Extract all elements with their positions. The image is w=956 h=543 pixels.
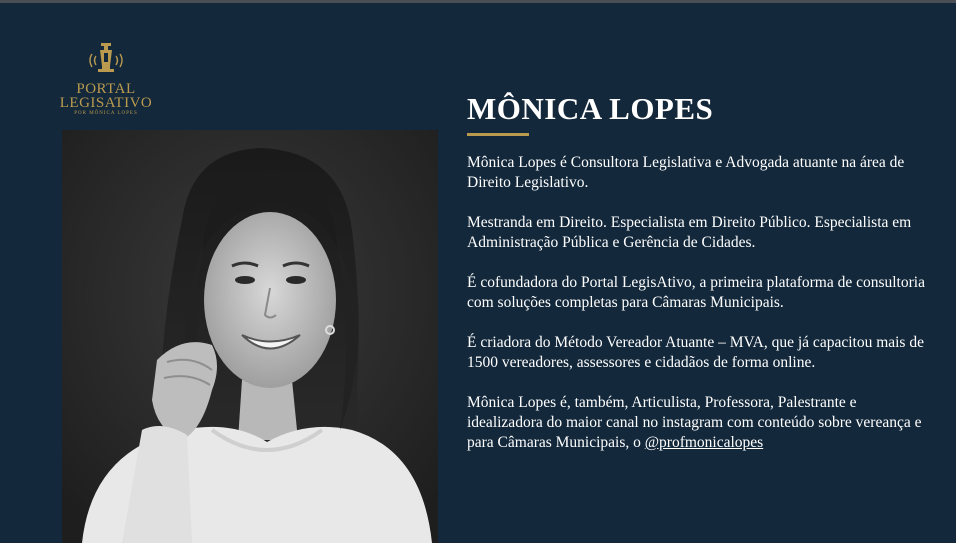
top-border — [0, 0, 956, 3]
logo-text-portal: PORTAL — [76, 81, 136, 97]
microphone-podium-icon — [84, 40, 128, 82]
profile-name: MÔNICA LOPES — [467, 91, 714, 126]
instagram-handle-link[interactable]: @profmonicalopes — [644, 434, 764, 451]
portrait-illustration — [62, 130, 438, 543]
bio-paragraph-5 — [467, 393, 927, 453]
bio-paragraph-5-text: Mônica Lopes é, também, Articulista, Professora, Palestrante e idealizadora do maior canal no instagram com conteúdo sobre vereança e para Câmaras Municipais, o — [467, 394, 922, 451]
logo-text-legisativo: LEGISATIVO — [59, 95, 153, 111]
bio-paragraph-2: Mestranda em Direito. Especialista em Direito Público. Especialista em Administração Pública e Gerência de Cidades. — [467, 214, 912, 251]
bio-paragraph-4: É criadora do Método Vereador Atuante – MVA, que já capacitou mais de 1500 vereadores, assessores e cidadãos de forma online. — [467, 334, 924, 371]
portal-legisativo-logo — [56, 40, 156, 117]
logo-text-subtitle: POR MÔNICA LOPES — [74, 111, 138, 116]
gold-divider — [467, 133, 529, 136]
portrait-photo — [62, 130, 438, 543]
bio-paragraph-3: É cofundadora do Portal LegisAtivo, a primeira plataforma de consultoria com soluções completas para Câmaras Municipais. — [467, 274, 925, 311]
bio-paragraph-1: Mônica Lopes é Consultora Legislativa e Advogada atuante na área de Direito Legislativo. — [467, 154, 905, 191]
bio-content — [467, 90, 927, 473]
